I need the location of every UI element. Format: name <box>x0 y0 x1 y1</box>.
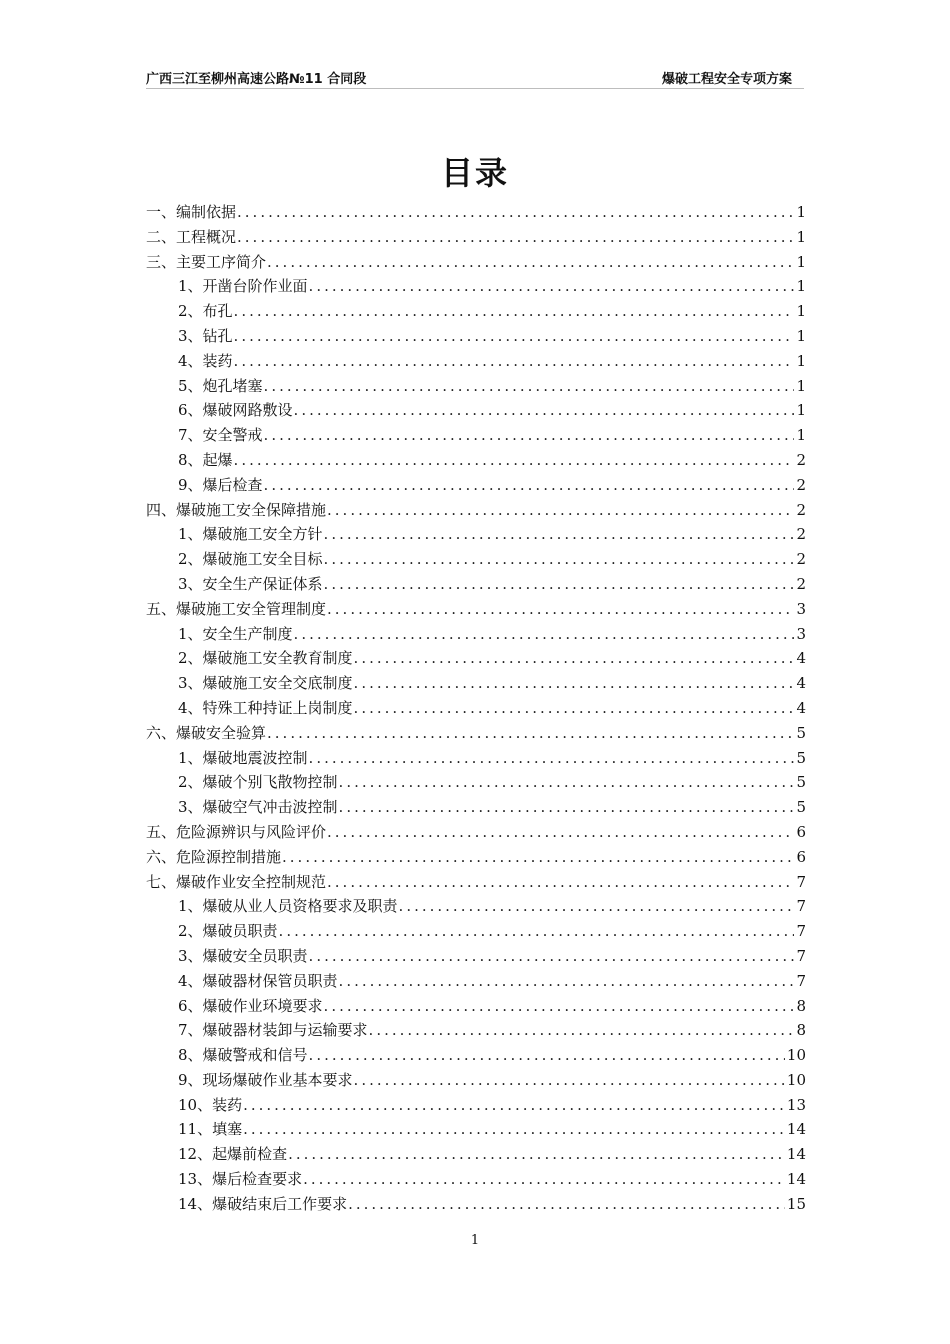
toc-entry-label: 13、爆后检查要求 <box>178 1170 303 1189</box>
toc-entry[interactable] <box>146 820 806 845</box>
toc-entry-page: 10 <box>786 1070 806 1089</box>
toc-entry[interactable] <box>146 721 806 746</box>
header-project-name: 广西三江至柳州高速公路№11 合同段 <box>146 72 367 87</box>
toc-entry-page: 1 <box>796 302 806 321</box>
toc-entry[interactable] <box>146 398 806 423</box>
toc-entry-page: 1 <box>796 351 806 370</box>
toc-entry-page: 15 <box>786 1194 806 1213</box>
toc-dot-leader <box>354 1068 785 1093</box>
toc-entry-label: 12、起爆前检查 <box>178 1145 288 1164</box>
toc-entry[interactable] <box>146 622 806 647</box>
toc-entry-page: 6 <box>796 847 806 866</box>
toc-entry[interactable] <box>146 919 806 944</box>
toc-entry-page: 5 <box>796 723 806 742</box>
toc-entry-page: 13 <box>786 1095 806 1114</box>
toc-dot-leader <box>399 894 795 919</box>
toc-entry-label: 3、安全生产保证体系 <box>178 574 323 593</box>
toc-dot-leader <box>354 696 795 721</box>
toc-dot-leader <box>234 448 795 473</box>
toc-dot-leader <box>234 299 795 324</box>
toc-dot-leader <box>324 547 795 572</box>
toc-entry[interactable] <box>146 894 806 919</box>
toc-entry-label: 4、装药 <box>178 351 233 370</box>
toc-entry-label: 五、危险源辨识与风险评价 <box>146 822 327 841</box>
toc-entry-page: 8 <box>796 1021 806 1040</box>
toc-dot-leader <box>348 1192 785 1217</box>
toc-entry-page: 1 <box>796 426 806 445</box>
toc-entry-label: 六、危险源控制措施 <box>146 847 282 866</box>
toc-dot-leader <box>264 374 795 399</box>
toc-entry-page: 1 <box>796 401 806 420</box>
toc-dot-leader <box>324 994 795 1019</box>
toc-entry[interactable] <box>146 498 806 523</box>
toc-entry-page: 7 <box>796 946 806 965</box>
toc-entry[interactable] <box>146 671 806 696</box>
toc-entry-label: 4、特殊工种持证上岗制度 <box>178 698 353 717</box>
toc-entry[interactable] <box>146 994 806 1019</box>
toc-entry-label: 6、爆破网路敷设 <box>178 401 293 420</box>
toc-entry-page: 8 <box>796 996 806 1015</box>
toc-entry-label: 三、主要工序简介 <box>146 252 267 271</box>
toc-entry-page: 1 <box>796 227 806 246</box>
toc-entry[interactable] <box>146 870 806 895</box>
toc-dot-leader <box>279 919 795 944</box>
toc-entry[interactable] <box>146 746 806 771</box>
toc-entry-page: 3 <box>796 599 806 618</box>
toc-dot-leader <box>264 423 795 448</box>
toc-dot-leader <box>288 1142 785 1167</box>
toc-dot-leader <box>339 969 795 994</box>
toc-entry[interactable] <box>146 845 806 870</box>
toc-entry[interactable] <box>146 250 806 275</box>
toc-dot-leader <box>309 944 795 969</box>
toc-dot-leader <box>294 398 795 423</box>
toc-dot-leader <box>237 200 794 225</box>
toc-entry-label: 1、爆破施工安全方针 <box>178 525 323 544</box>
toc-entry[interactable] <box>146 200 806 225</box>
toc-entry-label: 3、爆破施工安全交底制度 <box>178 674 353 693</box>
toc-entry[interactable] <box>146 522 806 547</box>
toc-entry-label: 8、起爆 <box>178 450 233 469</box>
toc-dot-leader <box>243 1117 785 1142</box>
toc-entry[interactable] <box>146 572 806 597</box>
toc-entry-page: 7 <box>796 971 806 990</box>
toc-dot-leader <box>324 522 795 547</box>
toc-entry-page: 14 <box>786 1145 806 1164</box>
toc-entry-page: 4 <box>796 649 806 668</box>
toc-entry-label: 六、爆破安全验算 <box>146 723 267 742</box>
toc-entry-label: 二、工程概况 <box>146 227 237 246</box>
toc-dot-leader <box>234 349 795 374</box>
toc-entry-label: 五、爆破施工安全管理制度 <box>146 599 327 618</box>
toc-entry-page: 2 <box>796 550 806 569</box>
toc-entry[interactable] <box>146 646 806 671</box>
toc-entry-label: 四、爆破施工安全保障措施 <box>146 500 327 519</box>
toc-entry-label: 七、爆破作业安全控制规范 <box>146 872 327 891</box>
toc-dot-leader <box>354 671 795 696</box>
toc-entry-label: 1、爆破从业人员资格要求及职责 <box>178 897 398 916</box>
toc-entry-page: 1 <box>796 376 806 395</box>
toc-entry-label: 一、编制依据 <box>146 203 237 221</box>
toc-entry-label: 1、安全生产制度 <box>178 624 293 643</box>
toc-dot-leader <box>327 870 794 895</box>
toc-entry-label: 5、炮孔堵塞 <box>178 376 263 395</box>
toc-dot-leader <box>327 820 794 845</box>
toc-entry-page: 1 <box>796 326 806 345</box>
toc-dot-leader <box>294 622 795 647</box>
toc-dot-leader <box>309 1043 785 1068</box>
toc-entry[interactable] <box>146 597 806 622</box>
toc-entry-page: 7 <box>796 872 806 891</box>
toc-entry-label: 7、爆破器材装卸与运输要求 <box>178 1021 368 1040</box>
toc-entry[interactable] <box>146 1167 806 1192</box>
toc-entry[interactable] <box>146 324 806 349</box>
toc-entry[interactable] <box>146 1018 806 1043</box>
toc-entry-label: 10、装药 <box>178 1095 243 1114</box>
toc-entry-label: 4、爆破器材保管员职责 <box>178 971 338 990</box>
toc-entry[interactable] <box>146 299 806 324</box>
toc-entry-label: 9、爆后检查 <box>178 475 263 494</box>
toc-entry[interactable] <box>146 349 806 374</box>
toc-entry-page: 4 <box>796 674 806 693</box>
toc-entry-label: 3、钻孔 <box>178 326 233 345</box>
toc-dot-leader <box>267 721 794 746</box>
toc-entry[interactable] <box>146 274 806 299</box>
toc-entry[interactable] <box>146 1192 806 1217</box>
toc-entry[interactable] <box>146 795 806 820</box>
page-header <box>146 66 804 89</box>
toc-entry[interactable] <box>146 423 806 448</box>
toc-dot-leader <box>237 225 794 250</box>
toc-entry-label: 3、爆破空气冲击波控制 <box>178 798 338 817</box>
toc-dot-leader <box>303 1167 785 1192</box>
toc-entry-label: 14、爆破结束后工作要求 <box>178 1194 348 1213</box>
toc-entry[interactable] <box>146 1142 806 1167</box>
toc-entry-label: 6、爆破作业环境要求 <box>178 996 323 1015</box>
toc-entry[interactable] <box>146 1117 806 1142</box>
toc-entry[interactable] <box>146 374 806 399</box>
toc-entry[interactable] <box>146 547 806 572</box>
toc-entry-page: 1 <box>796 203 806 221</box>
toc-dot-leader <box>264 473 795 498</box>
toc-entry-label: 2、爆破员职责 <box>178 922 278 941</box>
toc-dot-leader <box>339 770 795 795</box>
toc-dot-leader <box>369 1018 795 1043</box>
toc-dot-leader <box>354 646 795 671</box>
toc-entry-label: 1、开凿台阶作业面 <box>178 277 308 296</box>
toc-entry-page: 2 <box>796 450 806 469</box>
toc-entry[interactable] <box>146 225 806 250</box>
toc-entry-page: 2 <box>796 500 806 519</box>
toc-entry-page: 2 <box>796 475 806 494</box>
toc-entry-page: 4 <box>796 698 806 717</box>
toc-entry[interactable] <box>146 448 806 473</box>
toc-entry[interactable] <box>146 473 806 498</box>
toc-dot-leader <box>267 250 794 275</box>
toc-entry-label: 2、爆破施工安全教育制度 <box>178 649 353 668</box>
toc-entry-label: 2、爆破个别飞散物控制 <box>178 773 338 792</box>
toc-dot-leader <box>243 1093 785 1118</box>
toc-entry-page: 5 <box>796 773 806 792</box>
toc-dot-leader <box>309 746 795 771</box>
toc-dot-leader <box>309 274 795 299</box>
toc-entry-page: 3 <box>796 624 806 643</box>
table-of-contents <box>146 200 806 1217</box>
toc-entry-page: 6 <box>796 822 806 841</box>
toc-entry-label: 2、布孔 <box>178 302 233 321</box>
toc-entry-page: 2 <box>796 525 806 544</box>
toc-entry[interactable] <box>146 1043 806 1068</box>
toc-dot-leader <box>324 572 795 597</box>
toc-entry[interactable] <box>146 969 806 994</box>
toc-entry-label: 11、填塞 <box>178 1120 243 1139</box>
toc-entry-page: 14 <box>786 1170 806 1189</box>
toc-entry-label: 1、爆破地震波控制 <box>178 748 308 767</box>
toc-dot-leader <box>339 795 795 820</box>
toc-entry-label: 8、爆破警戒和信号 <box>178 1046 308 1065</box>
toc-entry-page: 14 <box>786 1120 806 1139</box>
toc-entry-page: 5 <box>796 748 806 767</box>
header-document-title: 爆破工程安全专项方案 <box>661 72 792 87</box>
toc-entry[interactable] <box>146 770 806 795</box>
toc-entry[interactable] <box>146 1093 806 1118</box>
toc-dot-leader <box>282 845 794 870</box>
page-number: 1 <box>470 1233 480 1248</box>
toc-title: 目录 <box>440 154 509 192</box>
toc-dot-leader <box>234 324 795 349</box>
toc-dot-leader <box>327 498 794 523</box>
toc-entry[interactable] <box>146 1068 806 1093</box>
toc-entry-page: 1 <box>796 252 806 271</box>
toc-entry-page: 5 <box>796 798 806 817</box>
toc-entry-page: 10 <box>786 1046 806 1065</box>
toc-entry-label: 2、爆破施工安全目标 <box>178 550 323 569</box>
toc-entry[interactable] <box>146 944 806 969</box>
toc-entry-page: 1 <box>796 277 806 296</box>
toc-entry-page: 7 <box>796 922 806 941</box>
toc-entry-label: 9、现场爆破作业基本要求 <box>178 1070 353 1089</box>
toc-dot-leader <box>327 597 794 622</box>
toc-entry-label: 7、安全警戒 <box>178 426 263 445</box>
toc-entry-page: 7 <box>796 897 806 916</box>
toc-entry-page: 2 <box>796 574 806 593</box>
toc-entry-label: 3、爆破安全员职责 <box>178 946 308 965</box>
toc-entry[interactable] <box>146 696 806 721</box>
